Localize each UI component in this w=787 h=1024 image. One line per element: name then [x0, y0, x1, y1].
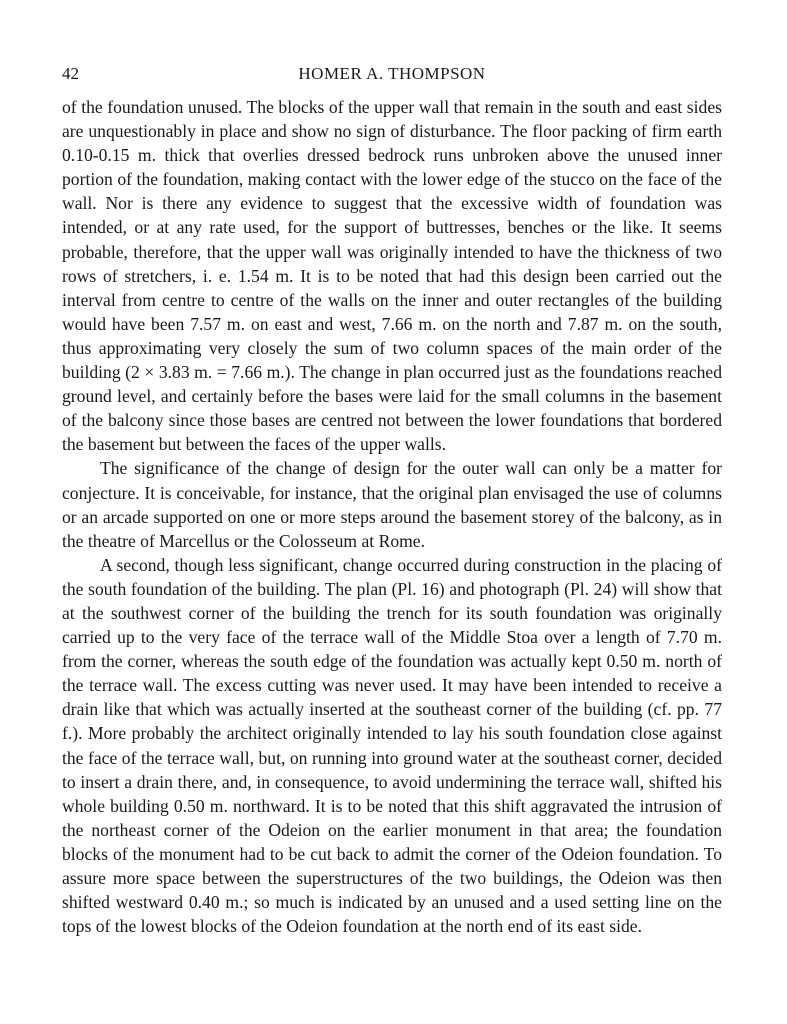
body-text: [62, 95, 722, 938]
running-title: HOMER A. THOMPSON: [298, 64, 486, 83]
paragraph-south-foundation: A second, though less significant, change occurred during construction in the placing of the south foundation of the building. The plan (Pl. 16) and photograph (Pl. 24) will show that at the southwest corner of the building the trench for its south foundation was originally carried up to the very face of the terrace wall of the Middle Stoa over a length of 7.70 m. from the corner, whereas the south edge of the foundation was actually kept 0.50 m. north of the terrace wall. The excess cutting was never used. It may have been intended to receive a drain like that which was actually inserted at the southeast corner of the building (cf. pp. 77 f.). More probably the architect originally intended to lay his south foundation close against the face of the terrace wall, but, on running into ground water at the southeast corner, decided to insert a drain there, and, in consequence, to avoid undermining the terrace wall, shifted his whole building 0.50 m. northward. It is to be noted that this shift aggravated the intrusion of the northeast corner of the Odeion on the earlier monument in that area; the foundation blocks of the monument had to be cut back to admit the corner of the Odeion foundation. To assure more space between the superstructures of the two buildings, the Odeion was then shifted westward 0.40 m.; so much is indicated by an unused and a used setting line on the tops of the lowest blocks of the Odeion foundation at the north end of its east side.: [62, 554, 722, 937]
paragraph-change-of-design: The significance of the change of design for the outer wall can only be a matter for conjecture. It is conceivable, for instance, that the original plan envisaged the use of columns or an arcade supported on one or more steps around the basement storey of the balcony, as in the theatre of Marcellus or the Colosseum at Rome.: [62, 458, 722, 551]
page-header: [62, 62, 722, 86]
page-number: 42: [62, 64, 79, 83]
paragraph-continuation: of the foundation unused. The blocks of the upper wall that remain in the south and east sides are unquestionably in place and show no sign of disturbance. The floor packing of firm earth 0.10-0.15 m. thick that overlies dressed bedrock runs unbroken above the unused inner portion of the foundation, making contact with the lower edge of the stucco on the face of the wall. Nor is there any evidence to suggest that the excessive width of foundation was intended, or at any rate used, for the support of buttresses, benches or the like. It seems probable, therefore, that the upper wall was originally intended to have the thickness of two rows of stretchers, i. e. 1.54 m. It is to be noted that had this design been carried out the interval from centre to centre of the walls on the inner and outer rectangles of the building would have been 7.57 m. on east and west, 7.66 m. on the north and 7.87 m. on the south, thus approximating very closely the sum of two column spaces of the main order of the building (2 × 3.83 m. = 7.66 m.). The change in plan occurred just as the foundations reached ground level, and certainly before the bases were laid for the small columns in the basement of the balcony since those bases are centred not between the lower foundations that bordered the basement but between the faces of the upper walls.: [62, 97, 722, 455]
document-page: [62, 62, 722, 938]
